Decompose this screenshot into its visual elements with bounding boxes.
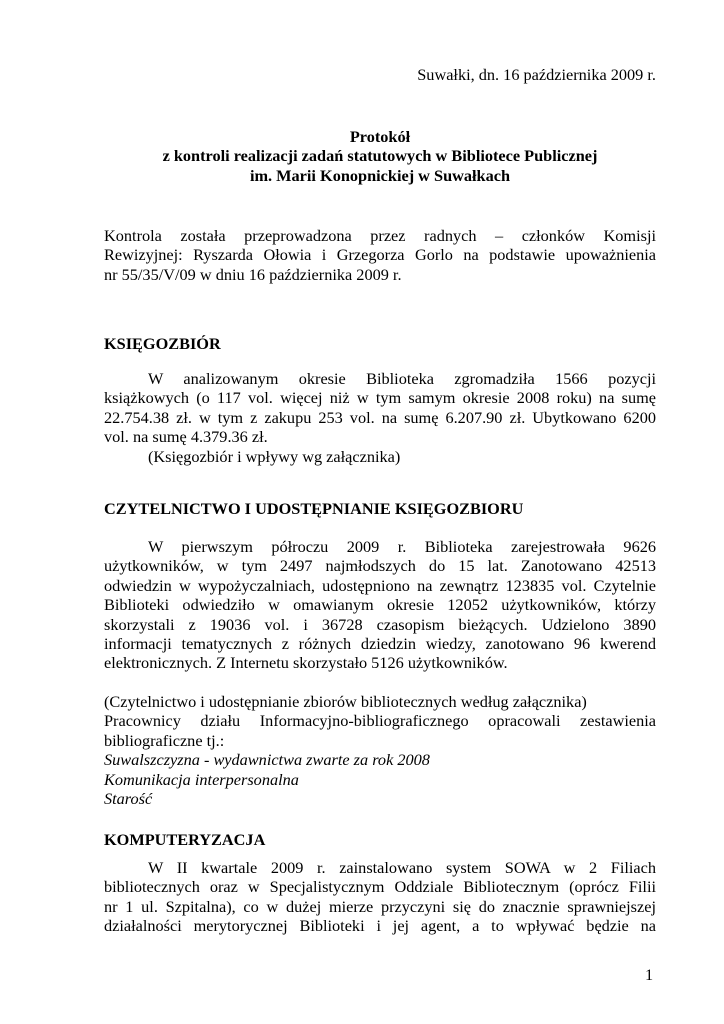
bibliography-item: Starość [104,789,153,809]
text-line: nr 1 ul. Szpitalna), co w dużej mierze przyczyni się do znacznie sprawniejszej [104,896,656,916]
text-line: bibliotecznych oraz w Specjalistycznym Oddziale Bibliotecznym (oprócz Filii [104,877,656,897]
section-heading-komputeryzacja: KOMPUTERYZACJA [104,830,266,849]
document-title [104,127,656,185]
text-line: 22.754.38 zł. w tym z zakupu 253 vol. na sumę 6.207.90 zł. Ubytkowano 6200 [104,407,656,427]
text-line: (Czytelnictwo i udostępnianie zbiorów bibliotecznych według załącznika) [104,692,587,711]
section-heading-ksiegozbior: KSIĘGOZBIÓR [104,334,221,353]
date-line: Suwałki, dn. 16 października 2009 r. [417,65,656,84]
bibliography-item: Komunikacja interpersonalna [104,769,299,789]
text-line: Rewizyjnej: Ryszarda Ołowia i Grzegorza Gorlo na podstawie upoważnienia [104,245,656,265]
bibliography-item: Suwalszczyzna - wydawnictwa zwarte za rok 2008 [104,750,430,770]
page-number: 1 [645,965,654,984]
ksiegozbior-paragraph [104,369,656,466]
section-heading-czytelnictwo: CZYTELNICTWO I UDOSTĘPNIANIE KSIĘGOZBIORU [104,499,524,518]
title-line-1: Protokół [349,127,411,146]
text-line: nr 55/35/V/09 w dniu 16 października 2009 r. [104,264,402,284]
text-line: elektronicznych. Z Internetu skorzystało 5126 użytkowników. [104,653,508,673]
title-line-2: z kontroli realizacji zadań statutowych w Bibliotece Publicznej [162,146,598,166]
ksiegozbior-note: (Księgozbiór i wpływy wg załącznika) [148,446,401,466]
text-line: Kontrola została przeprowadzona przez radnych – członków Komisji [104,226,656,245]
text-line: odwiedzin w wypożyczalniach, udostępniono na zewnątrz 123835 vol. Czytelnie [104,575,656,595]
text-line: skorzystali z 19036 vol. i 36728 czasopism bieżących. Udzielono 3890 [104,614,656,634]
text-line: książkowych (o 117 vol. więcej niż w tym samym okresie 2008 roku) na sumę [104,388,656,408]
text-line: użytkowników, w tym 2497 najmłodszych do 15 lat. Zanotowano 42513 [104,556,656,576]
text-line: W II kwartale 2009 r. zainstalowano system SOWA w 2 Filiach [148,858,656,877]
intro-paragraph [104,226,656,284]
text-line: Biblioteki odwiedziło w omawianym okresie 12052 użytkowników, którzy [104,595,656,615]
czytelnictwo-paragraph [104,537,656,673]
text-line: Pracownicy działu Informacyjno-bibliograficznego opracowali zestawienia [104,711,656,731]
text-line: bibliograficzne tj.: [104,730,225,750]
text-line: vol. na sumę 4.379.36 zł. [104,427,268,447]
komputeryzacja-paragraph [104,858,656,936]
text-line: działalności merytorycznej Biblioteki i jej agent, a to wpływać będzie na [104,916,656,936]
text-line: informacji tematycznych z różnych dziedzin wiedzy, zanotowano 96 kwerend [104,634,656,654]
text-line: W pierwszym półroczu 2009 r. Biblioteka zarejestrowała 9626 [148,537,656,556]
text-line: W analizowanym okresie Biblioteka zgromadziła 1566 pozycji [148,369,656,388]
czytelnictwo-note [104,692,656,808]
title-line-3: im. Marii Konopnickiej w Suwałkach [249,165,511,185]
